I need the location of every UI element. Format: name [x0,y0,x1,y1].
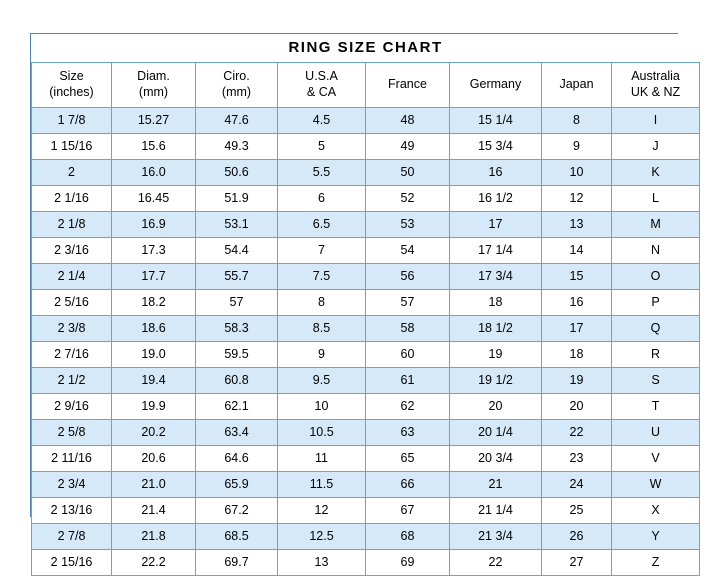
table-cell: 2 3/4 [32,472,112,498]
table-cell: 15 [542,264,612,290]
table-cell: 21 3/4 [450,524,542,550]
table-cell: 57 [196,290,278,316]
table-cell: 15.27 [112,108,196,134]
table-cell: W [612,472,700,498]
table-cell: 20 1/4 [450,420,542,446]
table-row [32,290,700,316]
column-header-sublabel: UK & NZ [630,85,681,99]
table-cell: 20.6 [112,446,196,472]
table-cell: 17.7 [112,264,196,290]
table-row [32,238,700,264]
table-cell: Q [612,316,700,342]
table-cell: P [612,290,700,316]
table-cell: M [612,212,700,238]
table-cell: 8 [542,108,612,134]
table-cell: 10 [278,394,366,420]
chart-title: RING SIZE CHART [32,34,700,63]
table-cell: 16.0 [112,160,196,186]
column-header-row [32,63,700,108]
table-cell: 48 [366,108,450,134]
table-cell: 69.7 [196,550,278,576]
table-cell: 58 [366,316,450,342]
table-cell: 13 [278,550,366,576]
table-cell: 50.6 [196,160,278,186]
table-cell: 6 [278,186,366,212]
column-header [32,63,112,108]
table-cell: 23 [542,446,612,472]
table-cell: 2 13/16 [32,498,112,524]
table-row [32,134,700,160]
table-cell: 2 5/16 [32,290,112,316]
table-cell: 68.5 [196,524,278,550]
table-cell: 24 [542,472,612,498]
table-row [32,498,700,524]
column-header-sublabel: (inches) [49,85,94,99]
table-cell: 21.0 [112,472,196,498]
table-cell: 18 1/2 [450,316,542,342]
table-cell: 5 [278,134,366,160]
column-header [542,63,612,108]
table-cell: 18.2 [112,290,196,316]
column-header [366,63,450,108]
table-cell: 26 [542,524,612,550]
table-cell: 8.5 [278,316,366,342]
column-header-sublabel: (mm) [221,85,252,99]
column-header-label: Germany [469,77,522,92]
table-cell: 63.4 [196,420,278,446]
table-cell: 54.4 [196,238,278,264]
table-cell: 20.2 [112,420,196,446]
column-header-sublabel: & CA [306,85,337,99]
column-header-label: Japan [559,77,594,92]
table-row [32,394,700,420]
table-cell: 16.9 [112,212,196,238]
table-cell: 53.1 [196,212,278,238]
table-cell: R [612,342,700,368]
table-cell: 8 [278,290,366,316]
table-cell: 17 [450,212,542,238]
table-cell: 60.8 [196,368,278,394]
table-cell: 22 [542,420,612,446]
table-cell: 12 [542,186,612,212]
table-cell: 15 3/4 [450,134,542,160]
table-cell: 2 7/8 [32,524,112,550]
table-cell: 2 11/16 [32,446,112,472]
table-cell: 2 1/4 [32,264,112,290]
table-cell: 17 1/4 [450,238,542,264]
table-cell: 7 [278,238,366,264]
table-cell: 65 [366,446,450,472]
table-cell: 9 [542,134,612,160]
table-cell: 16 [450,160,542,186]
column-header [112,63,196,108]
table-cell: 6.5 [278,212,366,238]
table-cell: 61 [366,368,450,394]
table-cell: 67 [366,498,450,524]
table-cell: 2 1/16 [32,186,112,212]
table-cell: 15 1/4 [450,108,542,134]
table-cell: 64.6 [196,446,278,472]
table-cell: 22 [450,550,542,576]
table-cell: 18.6 [112,316,196,342]
table-cell: 5.5 [278,160,366,186]
table-cell: 18 [542,342,612,368]
table-cell: 11.5 [278,472,366,498]
table-cell: T [612,394,700,420]
table-cell: 10 [542,160,612,186]
table-cell: V [612,446,700,472]
table-cell: 2 5/8 [32,420,112,446]
table-cell: 18 [450,290,542,316]
table-cell: 22.2 [112,550,196,576]
column-header-label: Diam. [137,69,170,84]
table-cell: 16 1/2 [450,186,542,212]
table-cell: 54 [366,238,450,264]
column-header [278,63,366,108]
table-cell: 12 [278,498,366,524]
table-cell: 19.4 [112,368,196,394]
table-row [32,446,700,472]
ring-size-chart [30,33,681,569]
table-cell: S [612,368,700,394]
table-cell: 19.0 [112,342,196,368]
table-cell: 17.3 [112,238,196,264]
table-cell: 51.9 [196,186,278,212]
table-cell: 67.2 [196,498,278,524]
table-cell: 17 [542,316,612,342]
table-row [32,524,700,550]
column-header-label: U.S.A [305,69,338,84]
table-cell: 14 [542,238,612,264]
table-cell: Y [612,524,700,550]
table-row [32,550,700,576]
table-row [32,420,700,446]
table-cell: 21 [450,472,542,498]
table-cell: 59.5 [196,342,278,368]
table-cell: 2 [32,160,112,186]
table-cell: 17 3/4 [450,264,542,290]
table-cell: 20 [450,394,542,420]
table-cell: 2 9/16 [32,394,112,420]
table-cell: 68 [366,524,450,550]
table-cell: 65.9 [196,472,278,498]
table-cell: 1 15/16 [32,134,112,160]
table-cell: 21.4 [112,498,196,524]
table-cell: I [612,108,700,134]
table-cell: 2 7/16 [32,342,112,368]
table-cell: K [612,160,700,186]
table-cell: Z [612,550,700,576]
table-cell: 7.5 [278,264,366,290]
table-cell: 56 [366,264,450,290]
column-header-label: Size [59,69,84,84]
table-cell: 16.45 [112,186,196,212]
table-cell: 57 [366,290,450,316]
table-cell: X [612,498,700,524]
table-cell: 11 [278,446,366,472]
table-cell: N [612,238,700,264]
column-header [612,63,700,108]
column-header [450,63,542,108]
table-cell: 4.5 [278,108,366,134]
table-row [32,108,700,134]
table-cell: 16 [542,290,612,316]
table-cell: 19.9 [112,394,196,420]
column-header [196,63,278,108]
table-cell: 69 [366,550,450,576]
table-cell: 50 [366,160,450,186]
table-cell: 62.1 [196,394,278,420]
table-cell: 10.5 [278,420,366,446]
table-row [32,342,700,368]
table-cell: 9 [278,342,366,368]
table-cell: 66 [366,472,450,498]
column-header-label: Australia [631,69,680,84]
column-header-label: Ciro. [223,69,250,84]
table-cell: 19 1/2 [450,368,542,394]
table-cell: 49.3 [196,134,278,160]
table-row [32,368,700,394]
table-cell: 55.7 [196,264,278,290]
table-cell: 21 1/4 [450,498,542,524]
table-row [32,472,700,498]
table-cell: 19 [450,342,542,368]
table-cell: 19 [542,368,612,394]
table-cell: 2 3/8 [32,316,112,342]
table-cell: 20 [542,394,612,420]
table-cell: 60 [366,342,450,368]
table-cell: 2 1/2 [32,368,112,394]
table-cell: J [612,134,700,160]
table-cell: O [612,264,700,290]
table-cell: L [612,186,700,212]
column-header-label: France [388,77,427,92]
table-cell: 20 3/4 [450,446,542,472]
table-cell: 49 [366,134,450,160]
table-cell: 63 [366,420,450,446]
chart-title-row [32,34,700,63]
table-cell: 47.6 [196,108,278,134]
table-row [32,186,700,212]
table-cell: 15.6 [112,134,196,160]
table-row [32,316,700,342]
table-row [32,264,700,290]
table-cell: 27 [542,550,612,576]
ring-size-table [31,34,700,576]
table-cell: 1 7/8 [32,108,112,134]
table-cell: 2 1/8 [32,212,112,238]
table-cell: 62 [366,394,450,420]
table-cell: 2 15/16 [32,550,112,576]
table-cell: 52 [366,186,450,212]
table-row [32,212,700,238]
column-header-sublabel: (mm) [138,85,169,99]
table-cell: 12.5 [278,524,366,550]
table-cell: 2 3/16 [32,238,112,264]
table-cell: 21.8 [112,524,196,550]
table-cell: 9.5 [278,368,366,394]
table-cell: 58.3 [196,316,278,342]
table-cell: 13 [542,212,612,238]
table-cell: 25 [542,498,612,524]
table-cell: 53 [366,212,450,238]
table-cell: U [612,420,700,446]
table-row [32,160,700,186]
